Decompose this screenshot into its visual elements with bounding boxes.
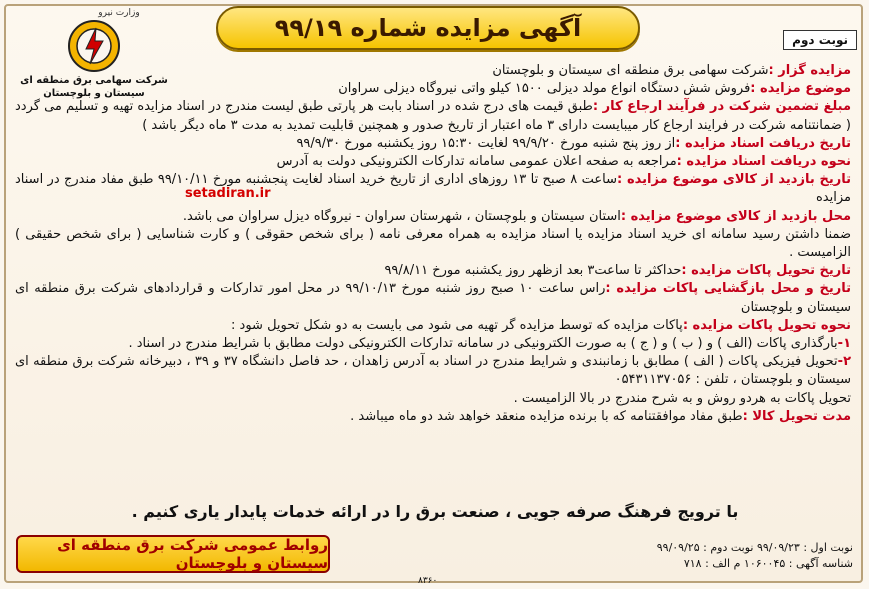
title-banner xyxy=(216,6,640,50)
company-name-line2: سیستان و بلوچستان xyxy=(43,88,145,99)
row-text: تحویل پاکات به هردو روش و به شرح مندرج در بالا الزامیست . xyxy=(513,390,851,406)
ad-row xyxy=(15,280,851,316)
ad-row xyxy=(15,408,851,426)
row-label: ۲- xyxy=(837,354,852,370)
turn-badge: نوبت دوم xyxy=(783,30,857,50)
ad-body xyxy=(15,62,851,426)
ad-row xyxy=(15,171,851,207)
row-text: فروش شش دستگاه انواع مولد دیزلی ۱۵۰۰ کیلو واتی نیروگاه دیزلی سراوان xyxy=(338,81,751,97)
row-text: شرکت سهامی برق منطقه ای سیستان و بلوچستان xyxy=(492,63,769,78)
ad-row xyxy=(15,153,851,171)
row-text: حداکثر تا ساعت۳ بعد ازظهر روز یکشنبه مورخ ۹۹/۸/۱۱ xyxy=(384,263,682,279)
row-text: استان سیستان و بلوچستان ، شهرستان سراوان - نیروگاه دیزل سراوان می باشد. xyxy=(182,208,621,224)
slogan: با ترویج فرهنگ صرفه جویی ، صنعت برق را در ارائه خدمات پایدار یاری کنیم . xyxy=(131,502,739,521)
ad-row xyxy=(15,353,851,389)
row-text: پاکات مزایده که توسط مزایده گر تهیه می شود می بایست به دو شکل تحویل شود : xyxy=(231,317,683,333)
row-label: تاریخ دریافت اسناد مزایده : xyxy=(675,135,851,151)
row-label: مبلغ تضمین شرکت در فرآیند ارجاع کار : xyxy=(592,99,852,115)
row-text: از روز پنج شنبه مورخ ۹۹/۹/۲۰ لغایت ۱۵:۳۰ روز یکشنبه مورخ ۹۹/۹/۳۰ xyxy=(296,135,676,151)
row-label: تاریخ و محل بازگشایی پاکات مزایده : xyxy=(605,281,851,297)
row-label: مدت تحویل کالا : xyxy=(742,408,851,424)
row-text: مراجعه به صفحه اعلان عمومی سامانه تدارکات الکترونیکی دولت به آدرس xyxy=(276,154,677,170)
ad-row xyxy=(15,62,851,80)
row-label: تاریخ تحویل پاکات مزایده : xyxy=(681,263,851,279)
row-label: محل بازدید از کالای موضوع مزایده : xyxy=(620,208,851,224)
ad-row xyxy=(15,226,851,262)
row-text: بارگذاری پاکات (الف ) و ( ب ) و ( ج ) به صورت الکترونیکی در سامانه تدارکات الکترونیکی دولت مطابق با شرایط مندرج در اسناد . xyxy=(128,336,838,352)
ad-identifier: شناسه آگهی : ۱۰۶۰۰۴۵ م الف : ۷۱۸ xyxy=(683,557,853,570)
ad-row xyxy=(15,262,851,280)
page-number: ۸۳۶۰ xyxy=(418,576,438,586)
website-link[interactable]: setadiran.ir xyxy=(185,186,271,201)
page-title: آگهی مزایده شماره ۹۹/۱۹ xyxy=(274,14,582,42)
row-label: مزایده گزار : xyxy=(768,63,851,78)
ad-row xyxy=(15,335,851,353)
row-text: طبق قیمت های درج شده در اسناد بابت هر پارتی طبق لیست مندرج در اسناد مزایده تهیه و تسلیم می گردد ( ضمانتنامه شرکت در فرایند ارجاع کار میبایست دارای ۳ ماه اعتبار از تاریخ صدور و همچنین قابلیت تمدید به مدت ۳ ماه دیگر باشد ) xyxy=(15,99,851,133)
ad-row xyxy=(15,135,851,153)
ad-row xyxy=(15,208,851,226)
ad-row xyxy=(15,317,851,335)
row-text: ساعت ۸ صبح تا ۱۳ روزهای اداری از تاریخ خرید اسناد لغایت پنجشنبه مورخ ۹۹/۱۰/۱۱ طبق مفاد مندرج در اسناد مزایده xyxy=(15,172,851,206)
ministry-label: وزارت نیرو xyxy=(98,8,140,18)
row-text: طبق مفاد موافقتنامه که با برنده مزایده منعقد خواهد شد دو ماه میباشد . xyxy=(350,408,743,424)
row-label: ۱- xyxy=(837,336,851,352)
footer-text: روابط عمومی شرکت برق منطقه ای سیستان و بلوچستان xyxy=(57,536,328,572)
publication-dates: نوبت اول : ۹۹/۰۹/۲۳ نوبت دوم : ۹۹/۰۹/۲۵ xyxy=(656,541,853,554)
row-label: موضوع مزایده : xyxy=(750,81,851,97)
publication-info xyxy=(657,540,853,572)
ad-row xyxy=(15,98,851,134)
row-label: نحوه دریافت اسناد مزایده : xyxy=(676,154,851,170)
ad-row xyxy=(15,80,851,98)
row-label: تاریخ بازدید از کالای موضوع مزایده : xyxy=(617,172,851,188)
row-text: ضمنا داشتن رسید سامانه ای خرید اسناد مزایده یا اسناد مزایده به همراه معرفی نامه ( برای شخص حقوقی ) و کارت شناسایی ( برای شخص حقیقی ) الزامیست . xyxy=(15,226,851,261)
footer-banner xyxy=(16,535,330,573)
row-text: راس ساعت ۱۰ صبح روز شنبه مورخ ۹۹/۱۰/۱۳ در محل امور تدارکات و قراردادهای شرکت برق منطقه ای سیستان و بلوچستان xyxy=(15,281,851,315)
ad-row xyxy=(15,390,851,408)
row-label: نحوه تحویل پاکات مزایده : xyxy=(682,317,851,333)
company-name-line1: شرکت سهامی برق منطقه ای xyxy=(20,75,168,86)
row-text: تحویل فیزیکی پاکات ( الف ) مطابق با زمانبندی و شرایط مندرج در اسناد به آدرس زاهدان ، حد فاصل دانشگاه ۳۷ و ۳۹ ، دبیرخانه شرکت برق منطقه ای سیستان و بلوچستان ، تلفن : ۰۵۴۳۱۱۳۷۰۵۶ xyxy=(15,354,851,388)
